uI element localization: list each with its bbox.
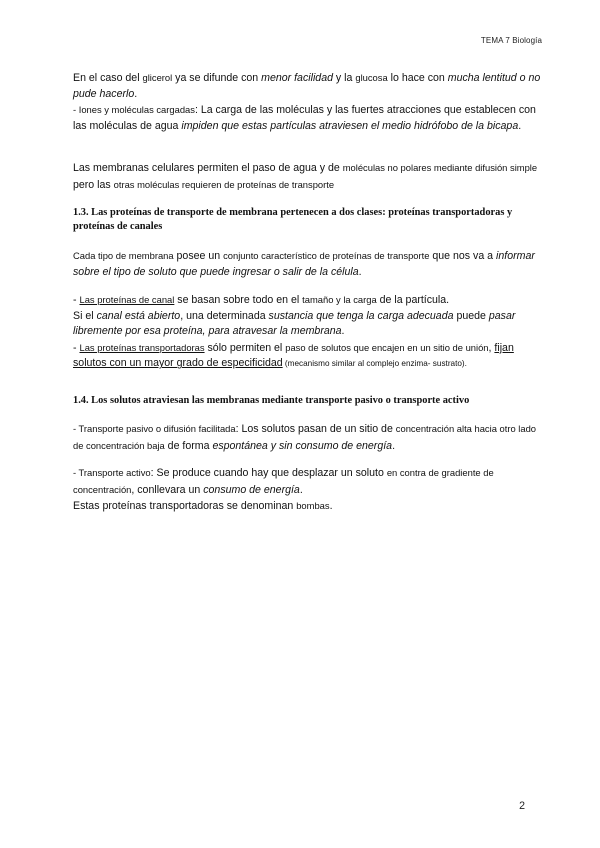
text-em: consumo de energía (203, 483, 300, 496)
text-span: sólo permiten el (204, 341, 286, 354)
text-transporte-activo: - Transporte activo (73, 467, 151, 478)
page-number: 2 (519, 800, 525, 812)
glicerol-line (73, 70, 543, 102)
text-span: . (358, 265, 362, 278)
text-span: y la (332, 72, 356, 84)
text-span: de forma (164, 439, 213, 452)
text-span: posee un (173, 250, 224, 262)
bombas-line (73, 498, 543, 515)
text-span: otras moléculas requieren de proteínas de transporte (113, 178, 335, 190)
canal-line (73, 292, 543, 309)
text-span: . (518, 119, 522, 132)
text-em: sustancia que tenga la carga adecuada (268, 309, 454, 322)
text-mucha-lentitud: mucha lentitud o no pude hacerlo (73, 72, 541, 100)
text-span: conjunto característico de proteínas de transporte (223, 250, 430, 261)
text-span: ya se difunde con (172, 72, 262, 84)
paragraph-proteinas (73, 292, 543, 372)
text-span: de la partícula. (376, 294, 450, 306)
text-span: , una determinada (180, 309, 269, 322)
text-span: (mecanismo similar al complejo enzima- sustrato). (282, 359, 467, 369)
transportadoras-line (73, 340, 543, 372)
text-ions-label: - Iones y moléculas cargadas (73, 104, 195, 116)
page-header: TEMA 7 Biología (480, 36, 542, 45)
text-menor-facilidad: menor facilidad (261, 72, 333, 84)
text-span: lo hace con (387, 72, 448, 84)
text-span: - (73, 294, 80, 306)
tipo-membrana-line (73, 248, 543, 280)
paragraph-transporte-activo (73, 465, 543, 515)
text-transporte-pasivo: - Transporte pasivo o difusión facilitada (73, 423, 236, 434)
membranas-line (73, 160, 543, 193)
text-glucosa: glucosa (355, 72, 388, 83)
text-span: tamaño y la carga (302, 294, 377, 305)
text-em: informar sobre el tipo de soluto que puede ingresar o salir de la célula (73, 250, 535, 278)
ions-line (73, 102, 543, 134)
text-span: , (488, 341, 495, 354)
text-span: . (392, 439, 396, 452)
paragraph-tipo-membrana (73, 248, 543, 280)
text-em: canal está abierto (96, 309, 181, 322)
text-span: : La carga de las moléculas y las fuertes atracciones que establecen con las moléculas de agua (73, 104, 536, 132)
text-em: espontánea y sin consumo de energía (212, 439, 393, 452)
text-span: En el caso del (73, 72, 143, 84)
transporte-pasivo-line (73, 421, 543, 454)
paragraph-glicerol (73, 70, 543, 134)
text-glicerol: glicerol (142, 72, 173, 83)
text-span: moléculas no polares mediante difusión simple (342, 162, 538, 173)
text-span: . (329, 500, 333, 513)
text-span: . (134, 87, 138, 100)
text-span: , conllevara un (131, 483, 204, 496)
canal-abierto-line (73, 309, 543, 340)
text-span: se basan sobre todo en el (174, 294, 303, 306)
text-span: . (341, 325, 345, 338)
text-span: . (299, 483, 303, 496)
text-fijan-solutos: fijan solutos con un mayor grado de especificidad (73, 341, 514, 370)
text-span: pero las (73, 178, 114, 191)
text-span: Si el (73, 309, 97, 322)
text-bombas: bombas (296, 500, 330, 512)
text-span: - (73, 341, 80, 354)
text-span: puede (453, 309, 489, 322)
section-heading-1-4: 1.4. Los solutos atraviesan las membranas mediante transporte pasivo o transporte activo (73, 395, 470, 406)
text-span: en contra de gradiente de concentración (73, 467, 494, 495)
text-span: paso de solutos que encajen en un sitio de unión (285, 341, 489, 353)
paragraph-transporte-pasivo (73, 421, 543, 454)
text-span: Cada tipo de membrana (73, 250, 174, 261)
text-span: concentración alta hacia otro lado de concentración baja (73, 423, 536, 451)
transporte-activo-line (73, 465, 543, 498)
text-ions-em: impiden que estas partículas atraviesen el medio hidrófobo de la bicapa (181, 119, 519, 132)
text-span: : Los solutos pasan de un sitio de (235, 423, 396, 435)
text-span: que nos va a (429, 250, 497, 262)
section-heading-1-3: 1.3. Las proteínas de transporte de membrana pertenecen a dos clases: proteínas transportadoras y proteínas de canales (73, 207, 513, 233)
text-span: Las membranas celulares permiten el paso de agua y de (73, 162, 343, 174)
text-span: Estas proteínas transportadoras se denominan (73, 500, 297, 513)
text-proteinas-transportadoras: Las proteínas transportadoras (79, 341, 205, 353)
text-span: : Se produce cuando hay que desplazar un soluto (150, 467, 387, 479)
text-em: pasar libremente por esa proteína, para atravesar la membrana (73, 309, 516, 338)
text-proteinas-canal: Las proteínas de canal (79, 294, 175, 305)
paragraph-membranas (73, 160, 543, 193)
